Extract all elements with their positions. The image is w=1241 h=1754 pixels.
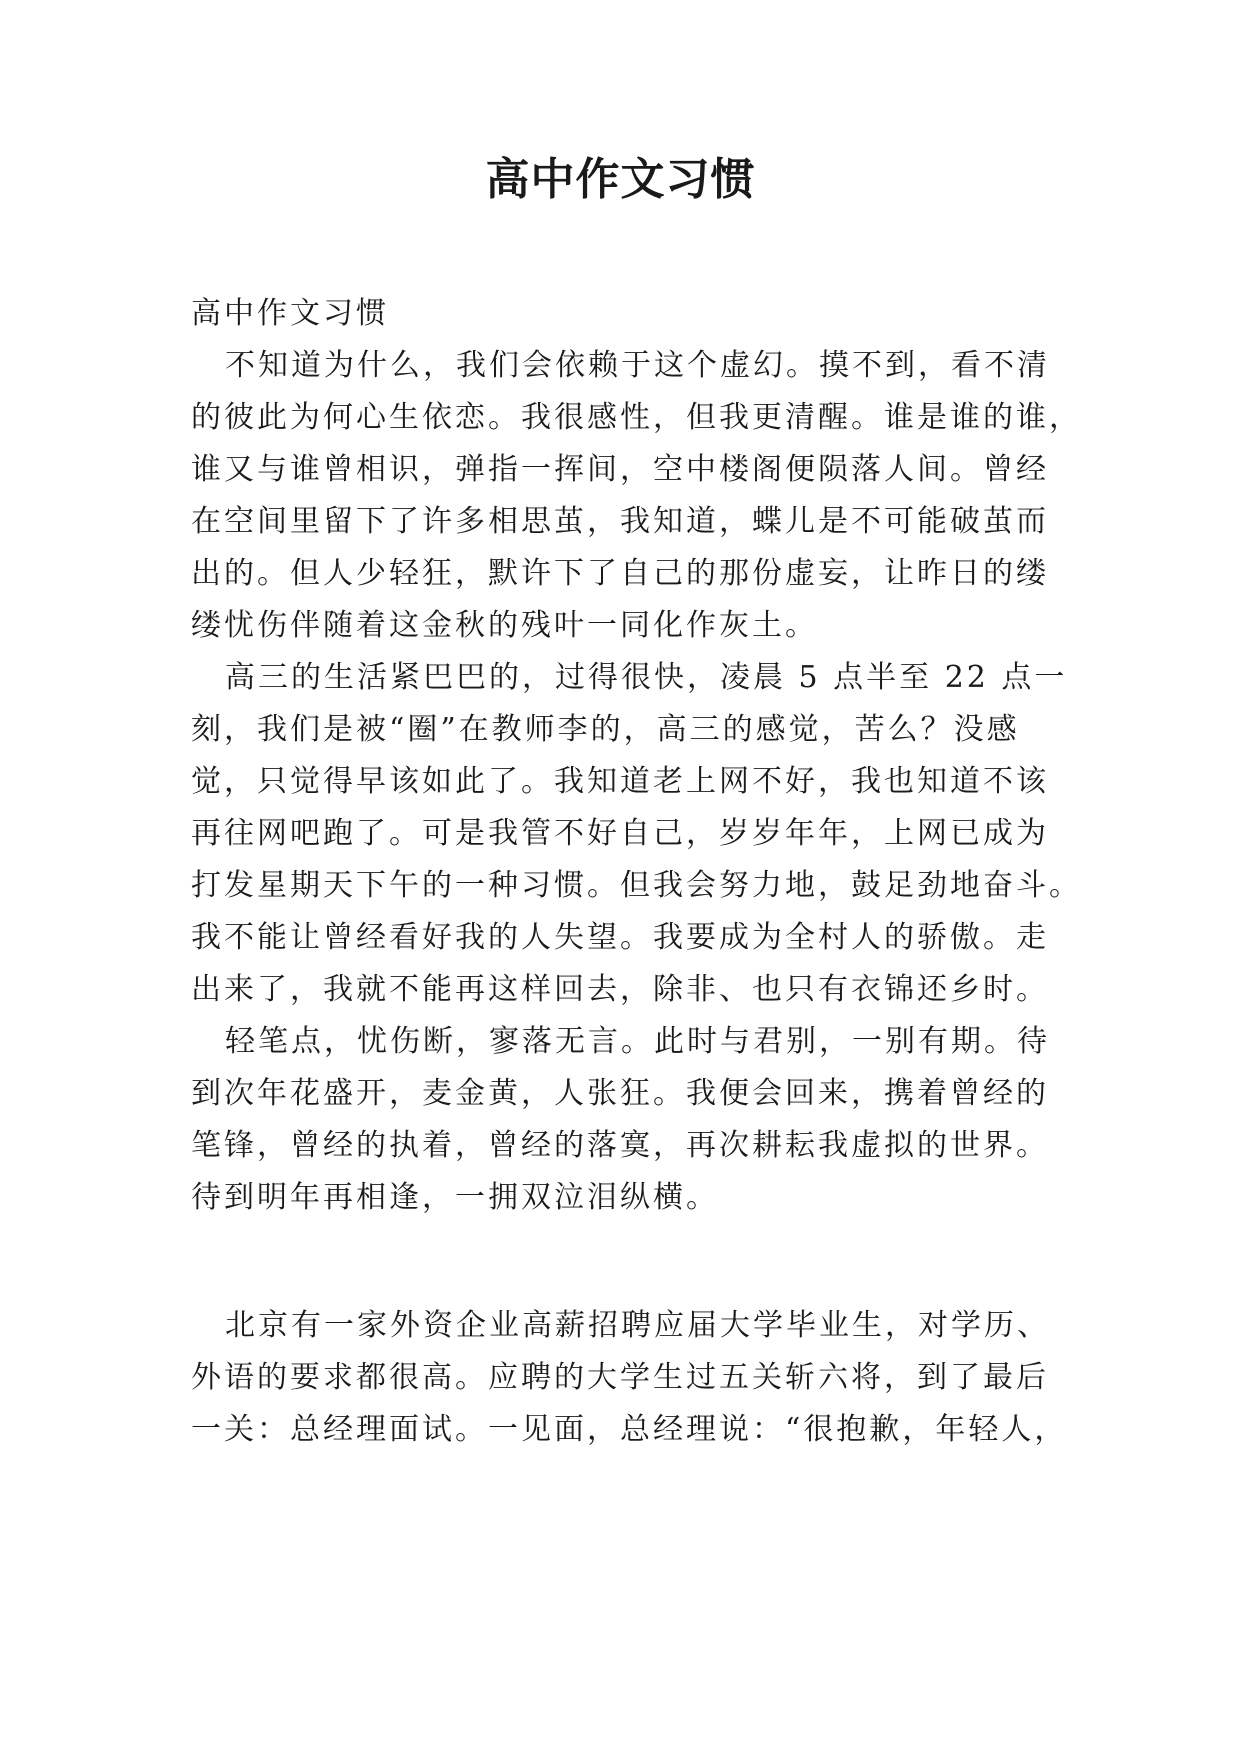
document-body xyxy=(191,288,1082,1456)
text-line: 出的。但人少轻狂，默许下了自己的那份虚妄，让昨日的缕 xyxy=(191,556,1049,591)
text-line: 不知道为什么，我们会依赖于这个虚幻。摸不到，看不清 xyxy=(225,348,1050,383)
text-line: 到次年花盛开，麦金黄，人张狂。我便会回来，携着曾经的 xyxy=(191,1076,1049,1111)
text-line: 在空间里留下了许多相思茧，我知道，蝶儿是不可能破茧而 xyxy=(191,504,1049,539)
paragraph-1 xyxy=(191,340,1082,652)
text-line: 的彼此为何心生依恋。我很感性，但我更清醒。谁是谁的谁， xyxy=(191,400,1082,435)
text-line: 出来了，我就不能再这样回去，除非、也只有衣锦还乡时。 xyxy=(191,972,1049,1007)
text-line: 轻笔点，忧伤断，寥落无言。此时与君别，一别有期。待 xyxy=(225,1024,1050,1059)
text-line: 外语的要求都很高。应聘的大学生过五关斩六将，到了最后 xyxy=(191,1360,1049,1395)
text-line: 待到明年再相逢，一拥双泣泪纵横。 xyxy=(191,1180,719,1215)
text-line: 北京有一家外资企业高薪招聘应届大学毕业生，对学历、 xyxy=(225,1308,1050,1343)
paragraph-gap xyxy=(191,1224,1071,1300)
text-line: 再往网吧跑了。可是我管不好自己，岁岁年年，上网已成为 xyxy=(191,816,1049,851)
text-line: 谁又与谁曾相识，弹指一挥间，空中楼阁便陨落人间。曾经 xyxy=(191,452,1049,487)
text-line: 觉，只觉得早该如此了。我知道老上网不好，我也知道不该 xyxy=(191,764,1049,799)
text-line: 我不能让曾经看好我的人失望。我要成为全村人的骄傲。走 xyxy=(191,920,1049,955)
text-line: 缕忧伤伴随着这金秋的残叶一同化作灰土。 xyxy=(191,608,818,643)
document-title: 高中作文习惯 xyxy=(485,154,756,205)
text-line: 打发星期天下午的一种习惯。但我会努力地，鼓足劲地奋斗。 xyxy=(191,868,1082,903)
document-subtitle: 高中作文习惯 xyxy=(191,296,389,331)
text-line: 高三的生活紧巴巴的，过得很快，凌晨 5 点半至 22 点一 xyxy=(225,660,1068,695)
text-line: 笔锋，曾经的执着，曾经的落寞，再次耕耘我虚拟的世界。 xyxy=(191,1128,1049,1163)
text-line: 刻，我们是被“圈”在教师李的，高三的感觉，苦么？没感 xyxy=(191,712,1020,747)
paragraph-2 xyxy=(191,652,1082,1016)
paragraph-3 xyxy=(191,1016,1071,1224)
text-line: 一关：总经理面试。一见面，总经理说：“很抱歉，年轻人， xyxy=(191,1412,1068,1447)
paragraph-4 xyxy=(191,1300,1071,1456)
